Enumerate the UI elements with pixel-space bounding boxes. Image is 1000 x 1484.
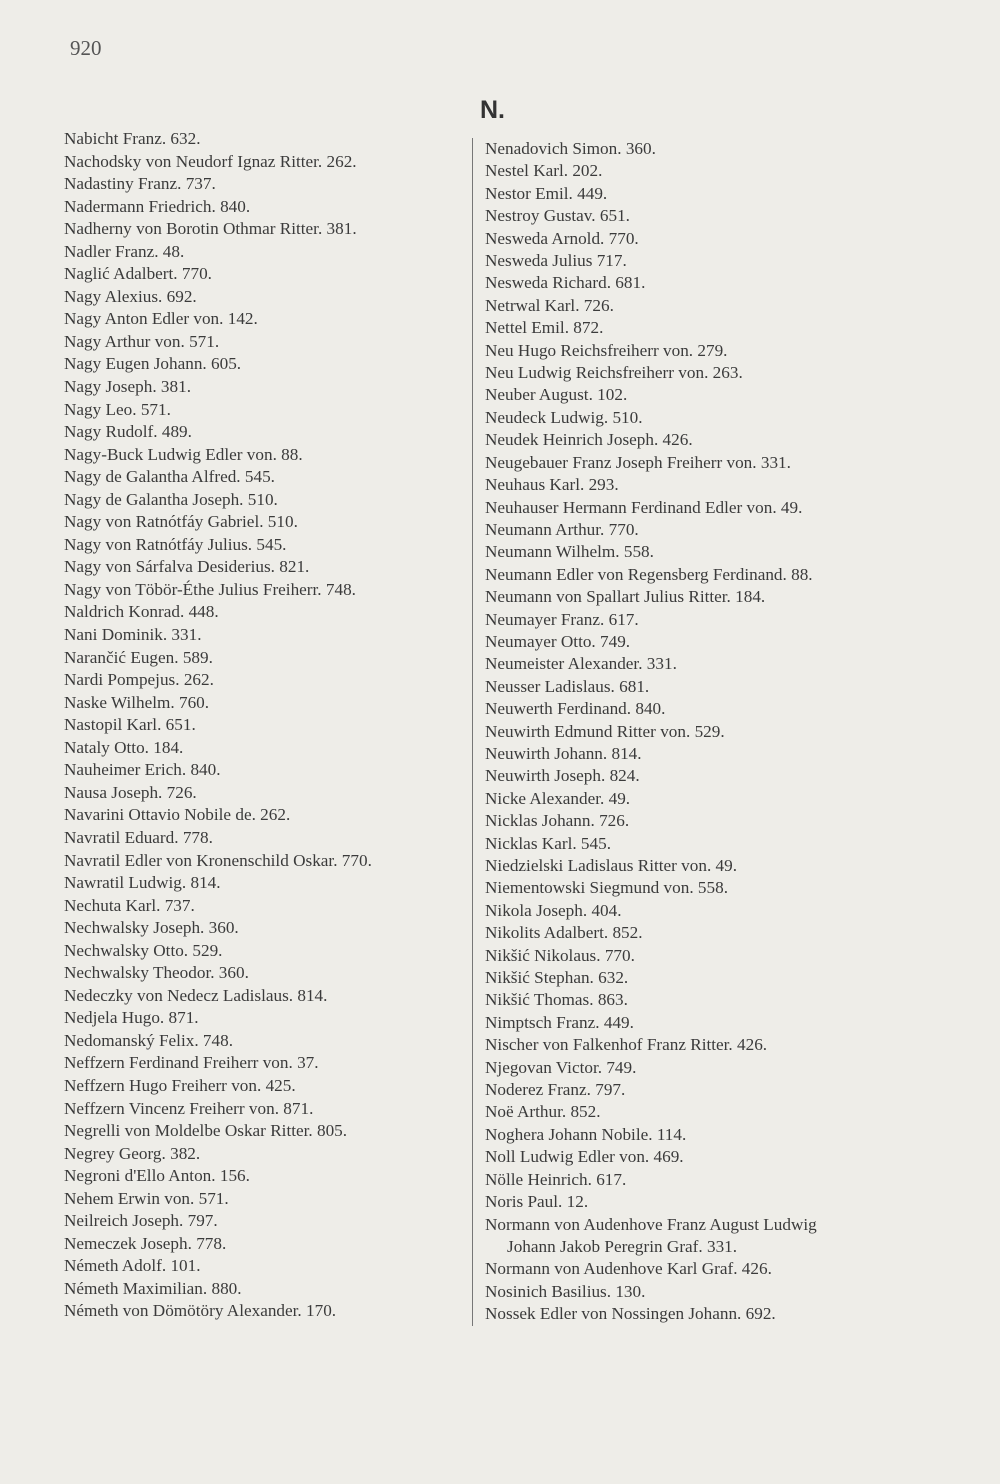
index-entry: Nagy Arthur von. 571.	[64, 331, 220, 351]
index-entry: Njegovan Victor. 749.	[485, 1057, 637, 1077]
index-entry: Nataly Otto. 184.	[64, 737, 184, 757]
index-entry: Nestroy Gustav. 651.	[485, 206, 630, 226]
index-entry: Neuwirth Edmund Ritter von. 529.	[485, 721, 725, 741]
index-entry: Németh Maximilian. 880.	[64, 1278, 242, 1298]
index-entry: Nachodsky von Neudorf Ignaz Ritter. 262.	[64, 151, 357, 171]
index-entry: Nechwalsky Otto. 529.	[64, 940, 223, 960]
index-entry: Németh von Dömötöry Alexander. 170.	[64, 1301, 337, 1321]
index-entry: Nikšić Thomas. 863.	[485, 990, 628, 1010]
index-entry: Neusser Ladislaus. 681.	[485, 676, 650, 696]
index-entry: Neumeister Alexander. 331.	[485, 654, 677, 674]
index-entry: Nagy Rudolf. 489.	[64, 422, 192, 442]
index-entry: Navratil Eduard. 778.	[64, 827, 213, 847]
index-entry: Nastopil Karl. 651.	[64, 715, 196, 735]
index-entry: Noll Ludwig Edler von. 469.	[485, 1147, 684, 1167]
index-entry: Neumayer Otto. 749.	[485, 631, 631, 651]
index-entry: Negrey Georg. 382.	[64, 1143, 201, 1163]
index-column-left	[64, 128, 464, 1323]
section-heading: N.	[480, 96, 505, 124]
index-entry: Neuwirth Johann. 814.	[485, 743, 642, 763]
index-entry: Nesweda Julius 717.	[485, 251, 627, 271]
index-entry: Neu Hugo Reichsfreiherr von. 279.	[485, 340, 728, 360]
index-entry: Neudeck Ludwig. 510.	[485, 407, 643, 427]
index-entry: Netrwal Karl. 726.	[485, 295, 614, 315]
index-entry: Neumann von Spallart Julius Ritter. 184.	[485, 587, 766, 607]
index-entry: Nadler Franz. 48.	[64, 241, 185, 261]
index-entry: Nagy von Ratnótfáy Julius. 545.	[64, 534, 287, 554]
index-entry: Nedeczky von Nedecz Ladislaus. 814.	[64, 985, 328, 1005]
index-entry: Normann von Audenhove Karl Graf. 426.	[485, 1259, 772, 1279]
index-entry: Noderez Franz. 797.	[485, 1080, 626, 1100]
index-entry: Neilreich Joseph. 797.	[64, 1211, 218, 1231]
index-entry: Nemeczek Joseph. 778.	[64, 1233, 227, 1253]
index-entry: Nardi Pompejus. 262.	[64, 670, 214, 690]
index-entry: Neuwerth Ferdinand. 840.	[485, 699, 666, 719]
index-entry: Negroni d'Ello Anton. 156.	[64, 1166, 250, 1186]
index-entry: Noghera Johann Nobile. 114.	[485, 1124, 687, 1144]
index-entry: Neumann Arthur. 770.	[485, 519, 639, 539]
index-entry: Neuwirth Joseph. 824.	[485, 766, 640, 786]
index-entry: Nenadovich Simon. 360.	[485, 139, 656, 158]
index-entry: Nikolits Adalbert. 852.	[485, 923, 643, 943]
index-entry: Nestel Karl. 202.	[485, 161, 603, 181]
index-entry: Nettel Emil. 872.	[485, 318, 604, 338]
index-entry: Nadherny von Borotin Othmar Ritter. 381.	[64, 219, 357, 239]
index-column-right	[472, 138, 955, 1326]
index-entry: Noë Arthur. 852.	[485, 1102, 601, 1122]
index-entry: Nimptsch Franz. 449.	[485, 1012, 634, 1032]
index-entry: Nagy Joseph. 381.	[64, 377, 191, 397]
index-entry: Nehem Erwin von. 571.	[64, 1188, 229, 1208]
index-entry: Neuber August. 102.	[485, 385, 628, 405]
page-number: 920	[70, 36, 102, 60]
index-entry: Nabicht Franz. 632.	[64, 129, 201, 148]
index-entry: Negrelli von Moldelbe Oskar Ritter. 805.	[64, 1121, 348, 1141]
index-entry: Nesweda Arnold. 770.	[485, 228, 639, 248]
index-entry: Normann von Audenhove Franz August Ludwig	[485, 1214, 817, 1234]
index-entry: Nedomanský Felix. 748.	[64, 1030, 233, 1050]
index-entry: Nagy Alexius. 692.	[64, 286, 197, 306]
index-entry: Naske Wilhelm. 760.	[64, 692, 210, 712]
index-entry: Nossek Edler von Nossingen Johann. 692.	[485, 1304, 776, 1324]
index-entry: Naldrich Konrad. 448.	[64, 602, 219, 622]
index-entry: Nölle Heinrich. 617.	[485, 1169, 627, 1189]
index-entry: Nagy-Buck Ludwig Edler von. 88.	[64, 444, 303, 464]
index-entry: Nagy von Töbör-Éthe Julius Freiherr. 748.	[64, 579, 356, 599]
index-entry: Nikola Joseph. 404.	[485, 900, 622, 920]
index-entry: Neuhaus Karl. 293.	[485, 475, 619, 495]
index-entry: Nestor Emil. 449.	[485, 183, 608, 203]
index-entry: Johann Jakob Peregrin Graf. 331.	[507, 1236, 738, 1256]
index-entry: Niedzielski Ladislaus Ritter von. 49.	[485, 856, 738, 875]
index-entry: Nauheimer Erich. 840.	[64, 760, 221, 780]
index-entry: Neumayer Franz. 617.	[485, 609, 639, 629]
index-entry: Neffzern Vincenz Freiherr von. 871.	[64, 1098, 314, 1118]
index-entry: Nagy Eugen Johann. 605.	[64, 354, 242, 374]
index-entry: Nikšić Stephan. 632.	[485, 968, 629, 988]
index-entry: Niementowski Siegmund von. 558.	[485, 878, 729, 898]
index-entry: Nagy de Galantha Joseph. 510.	[64, 489, 278, 509]
index-entry: Neumann Edler von Regensberg Ferdinand. 88.	[485, 564, 813, 584]
index-entry: Nischer von Falkenhof Franz Ritter. 426.	[485, 1035, 768, 1055]
index-entry: Narančić Eugen. 589.	[64, 647, 213, 667]
index-entry: Nesweda Richard. 681.	[485, 273, 646, 293]
index-entry: Nechwalsky Theodor. 360.	[64, 963, 249, 983]
index-entry: Navratil Edler von Kronenschild Oskar. 770.	[64, 850, 372, 870]
index-entry: Nicke Alexander. 49.	[485, 788, 631, 808]
index-entry: Nechwalsky Joseph. 360.	[64, 918, 239, 938]
index-entry: Nicklas Johann. 726.	[485, 811, 630, 831]
index-entry: Nikšić Nikolaus. 770.	[485, 945, 635, 965]
index-entry: Neffzern Hugo Freiherr von. 425.	[64, 1075, 296, 1095]
index-entry: Naglić Adalbert. 770.	[64, 264, 212, 284]
index-entry: Neffzern Ferdinand Freiherr von. 37.	[64, 1053, 319, 1073]
index-entry: Nicklas Karl. 545.	[485, 833, 612, 853]
index-entry: Nagy von Ratnótfáy Gabriel. 510.	[64, 512, 298, 532]
index-entry: Neugebauer Franz Joseph Freiherr von. 331.	[485, 452, 791, 472]
index-entry: Nadastiny Franz. 737.	[64, 174, 216, 194]
index-entry: Nedjela Hugo. 871.	[64, 1008, 199, 1028]
index-entry: Nagy von Sárfalva Desiderius. 821.	[64, 557, 310, 577]
index-entry: Nagy de Galantha Alfred. 545.	[64, 467, 275, 487]
index-entry: Nani Dominik. 331.	[64, 625, 202, 645]
index-entry: Neumann Wilhelm. 558.	[485, 542, 654, 562]
index-entry: Noris Paul. 12.	[485, 1192, 589, 1212]
index-entry: Németh Adolf. 101.	[64, 1256, 201, 1276]
index-entry: Navarini Ottavio Nobile de. 262.	[64, 805, 291, 825]
index-entry: Nosinich Basilius. 130.	[485, 1281, 646, 1301]
index-entry: Nagy Anton Edler von. 142.	[64, 309, 258, 329]
index-entry: Nadermann Friedrich. 840.	[64, 196, 251, 216]
index-entry: Neuhauser Hermann Ferdinand Edler von. 49.	[485, 497, 803, 517]
index-entry: Nagy Leo. 571.	[64, 399, 171, 419]
index-entry: Nawratil Ludwig. 814.	[64, 873, 221, 893]
index-entry: Nechuta Karl. 737.	[64, 895, 195, 915]
index-entry: Neu Ludwig Reichsfreiherr von. 263.	[485, 363, 743, 383]
index-entry: Neudek Heinrich Joseph. 426.	[485, 430, 693, 450]
index-entry: Nausa Joseph. 726.	[64, 782, 197, 802]
